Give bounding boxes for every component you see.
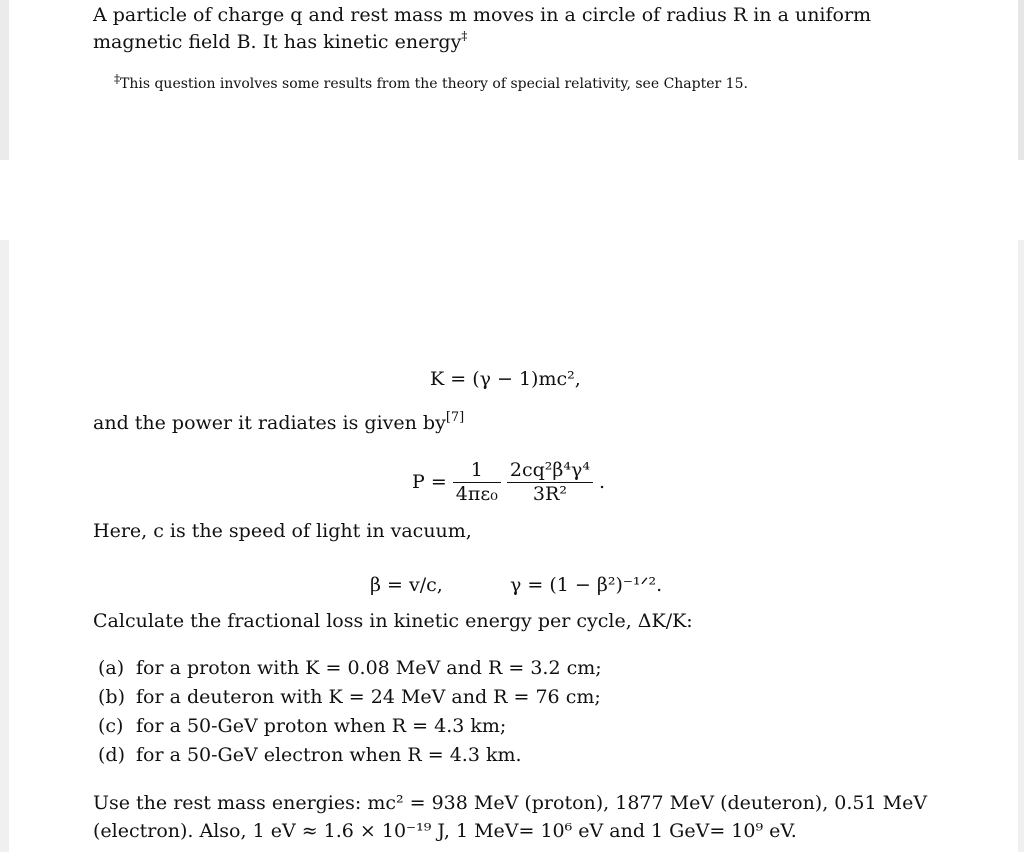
here-text: Here, c is the speed of light in vacuum, — [93, 520, 472, 542]
fraction-main-den: 3R² — [532, 482, 567, 505]
item-label: (b) — [98, 686, 125, 708]
equation-gamma: γ = (1 − β²)⁻¹ᐟ². — [510, 574, 663, 596]
reference-mark: [7] — [445, 410, 465, 425]
dagger-mark: ‡ — [461, 29, 468, 43]
item-label: (a) — [98, 657, 125, 679]
page-edge-left-lower — [0, 240, 9, 852]
list-item-b — [98, 686, 601, 708]
page-edge-right — [1018, 0, 1024, 160]
item-label: (c) — [98, 715, 124, 737]
fraction-constant-num: 1 — [453, 460, 501, 483]
fraction-constant — [453, 460, 501, 506]
page-edge-left — [0, 0, 9, 160]
item-text: for a proton with K = 0.08 MeV and R = 3.2 cm; — [136, 657, 602, 679]
closing-line-2: (electron). Also, 1 eV ≈ 1.6 × 10⁻¹⁹ J, 1 MeV= 10⁶ eV and 1 GeV= 10⁹ eV. — [93, 820, 797, 842]
intro-line-2-text: magnetic field B. It has kinetic energy — [93, 31, 462, 53]
fraction-constant-den: 4πε₀ — [455, 482, 498, 505]
power-tail: . — [599, 470, 606, 493]
fraction-main-num: 2cq²β⁴γ⁴ — [507, 460, 593, 483]
question-text: Calculate the fractional loss in kinetic energy per cycle, ΔK/K: — [93, 610, 693, 632]
page-edge-right-lower — [1018, 240, 1024, 852]
power-lhs: P = — [412, 470, 447, 493]
list-item-a — [98, 657, 602, 679]
power-intro — [93, 412, 464, 435]
footnote-text: This question involves some results from the theory of special relativity, see Chapter 15. — [120, 76, 748, 92]
equation-kinetic-energy: K = (γ − 1)mc², — [430, 368, 581, 390]
footnote — [114, 72, 748, 93]
footnote-dagger: ‡ — [114, 72, 120, 86]
list-item-d — [98, 744, 522, 766]
item-text: for a 50-GeV electron when R = 4.3 km. — [136, 744, 522, 766]
equation-power — [412, 460, 605, 506]
closing-line-1: Use the rest mass energies: mc² = 938 MeV (proton), 1877 MeV (deuteron), 0.51 MeV — [93, 792, 928, 814]
list-item-c — [98, 715, 506, 737]
item-text: for a 50-GeV proton when R = 4.3 km; — [136, 715, 507, 737]
intro-line-2 — [93, 31, 467, 54]
item-label: (d) — [98, 744, 125, 766]
equation-beta: β = v/c, — [370, 574, 443, 596]
fraction-main — [507, 460, 593, 506]
item-text: for a deuteron with K = 24 MeV and R = 76 cm; — [136, 686, 601, 708]
intro-line-1: A particle of charge q and rest mass m moves in a circle of radius R in a uniform — [93, 4, 872, 26]
power-intro-text: and the power it radiates is given by — [93, 412, 446, 434]
